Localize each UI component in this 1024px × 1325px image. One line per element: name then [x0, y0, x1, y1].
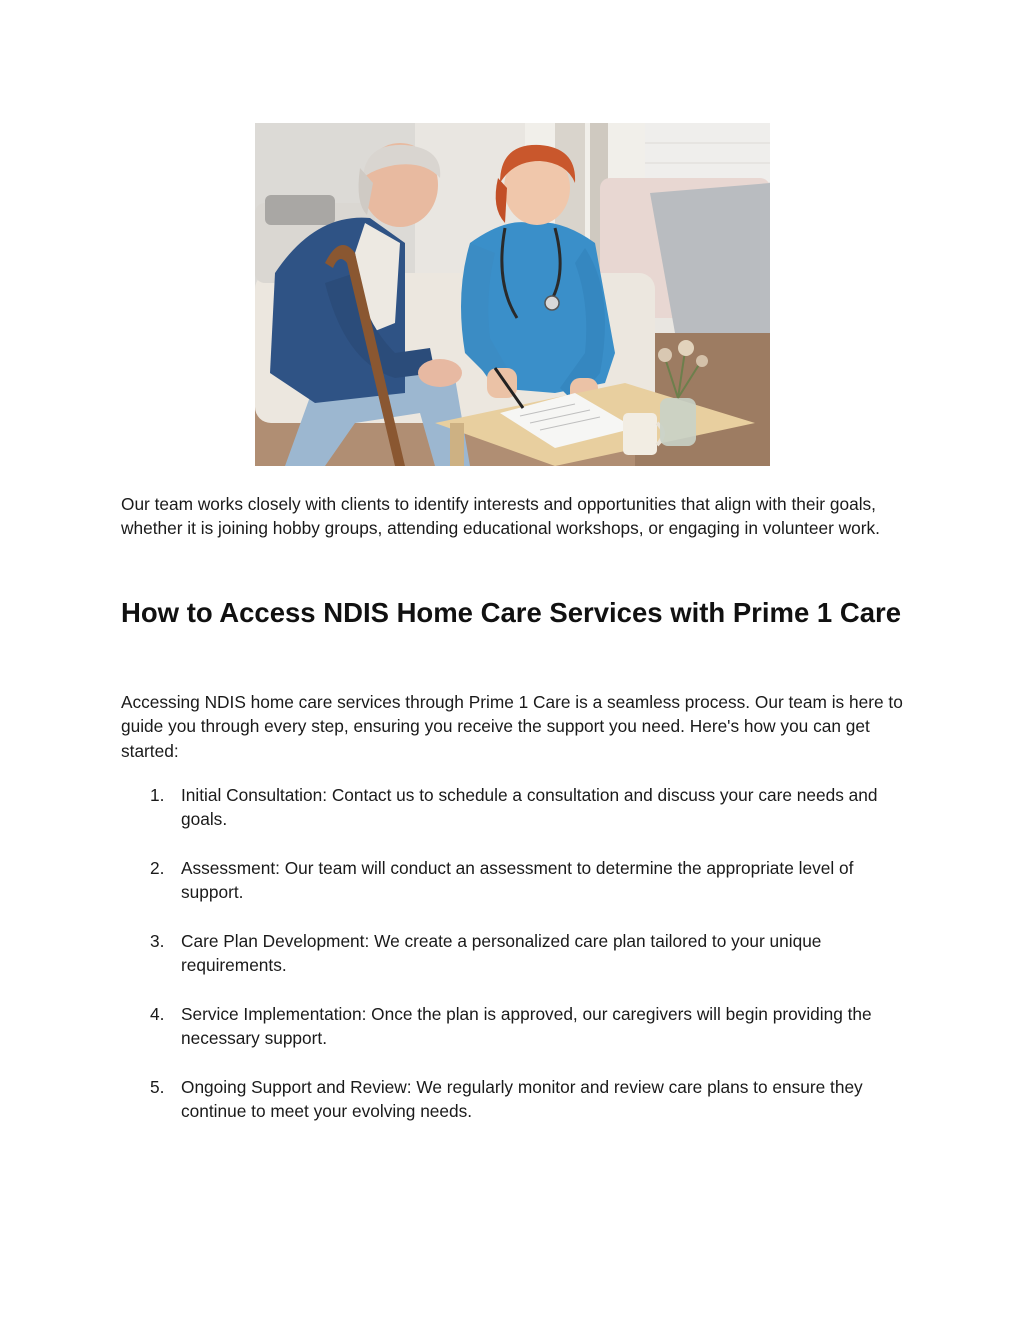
list-item — [121, 783, 911, 832]
list-item — [121, 856, 911, 905]
list-item-number: 5. — [150, 1076, 165, 1097]
list-item-number: 2. — [150, 857, 165, 878]
list-item-text: Assessment: Our team will conduct an assessment to determine the appropriate level of support. — [181, 857, 854, 903]
list-item-number: 3. — [150, 930, 165, 951]
list-item-text: Initial Consultation: Contact us to schedule a consultation and discuss your care needs and goals. — [181, 785, 878, 830]
list-item-text: Care Plan Development: We create a personalized care plan tailored to your unique requirements. — [181, 930, 822, 976]
list-item — [121, 1075, 911, 1124]
list-item-number: 4. — [150, 1003, 165, 1024]
list-item-text: Ongoing Support and Review: We regularly monitor and review care plans to ensure they continue to meet your evolving needs. — [181, 1076, 863, 1122]
steps-list — [121, 783, 911, 1148]
list-item-number: 1. — [150, 785, 165, 805]
list-item — [121, 929, 911, 978]
list-item-text: Service Implementation: Once the plan is approved, our caregivers will begin providing the necessary support. — [181, 1003, 872, 1049]
caregiver-photo — [255, 123, 770, 466]
intro-paragraph: Our team works closely with clients to identify interests and opportunities that align with their goals, whether it is joining hobby groups, attending educational workshops, or engaging in volunteer work. — [121, 494, 880, 539]
section-paragraph: Accessing NDIS home care services through Prime 1 Care is a seamless process. Our team is here to guide you through every step, ensuring you receive the support you need. Here's how you can get started: — [121, 692, 903, 761]
list-item — [121, 1002, 911, 1051]
section-heading: How to Access NDIS Home Care Services with Prime 1 Care — [121, 597, 901, 628]
